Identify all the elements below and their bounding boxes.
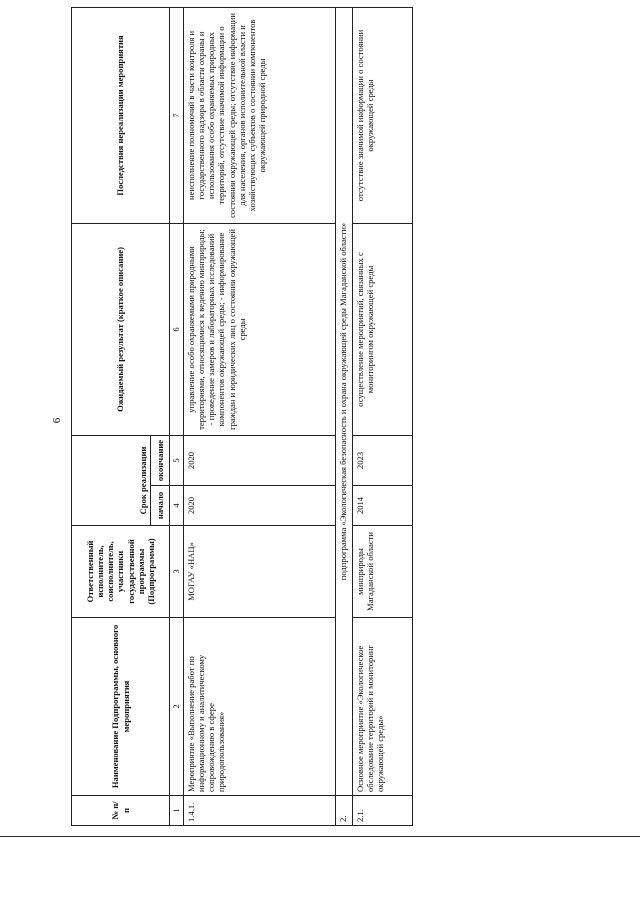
row-responsible: МОГАУ «НАЦ» <box>184 526 336 618</box>
row-responsible: минприроды Магаданской области <box>353 526 413 618</box>
header-consequences: Последствия нереализации мероприятия <box>72 7 170 223</box>
row-result: осуществление мероприятий, связанных с мониторингом окружающей среды <box>353 223 413 435</box>
row-result: управление особо охраняемыми природными территориями, относящимися к ведению минприроды; - проведение замеров и лабораторных исследований компонентов окружающей среды; - информирование граждан и юридических лиц о состоянии окружающей среды <box>184 223 336 435</box>
rotated-page <box>5 3 475 838</box>
subprogram-title: подпрограмма «Экологическая безопасность и охрана окружающей среды Магаданской области» <box>336 7 353 795</box>
table-row <box>184 7 336 825</box>
table-row <box>353 7 413 825</box>
row-start: 2020 <box>184 486 336 526</box>
column-number: 7 <box>170 7 184 223</box>
row-consequences: неисполнение полномочий в части контроля и государственного надзора в области охраны и использования особо охраняемых природных территорий, отсутствие значимой информации о состоянии окружающей среды; отсутствие информации для населения, органов исполнительной власти и хозяйствующих субъектов о состоянии компонентов окружающей природной среды <box>184 7 336 223</box>
program-table <box>71 7 413 826</box>
subprogram-row <box>336 7 353 825</box>
page-divider <box>0 836 640 837</box>
column-number: 2 <box>170 618 184 796</box>
column-number: 4 <box>170 486 184 526</box>
page-number: 6 <box>51 417 63 424</box>
header-name: Наименование Подпрограммы, основного мероприятия <box>72 618 170 796</box>
row-num: 1.4.1. <box>184 796 336 826</box>
header-end: окончание <box>151 435 170 485</box>
header-period: Срок реализации <box>72 435 151 525</box>
column-number: 3 <box>170 526 184 618</box>
header-result: Ожидаемый результат (краткое описание) <box>72 223 170 435</box>
header-start: начало <box>151 486 170 526</box>
row-end: 2023 <box>353 435 413 485</box>
row-start: 2014 <box>353 486 413 526</box>
header-responsible: Ответственный исполнитель, соисполнитель, участники государственной программы (Подпрограммы) <box>72 526 170 618</box>
column-number: 5 <box>170 435 184 485</box>
row-num: 2.1. <box>353 796 413 826</box>
row-consequences: отсутствие значимой информации о состоянии окружающей среды <box>353 7 413 223</box>
column-number: 6 <box>170 223 184 435</box>
column-number: 1 <box>170 796 184 826</box>
row-name: Основное мероприятие «Экологическое обследование территорий и мониторинг окружающей среды» <box>353 618 413 796</box>
header-num: № п/п <box>72 796 170 826</box>
header-row <box>72 7 151 825</box>
column-number-row <box>170 7 184 825</box>
row-name: Мероприятие «Выполнение работ по информационному и аналитическому сопровождению в сфере природопользования» <box>184 618 336 796</box>
row-end: 2020 <box>184 435 336 485</box>
subprogram-num: 2. <box>336 796 353 826</box>
